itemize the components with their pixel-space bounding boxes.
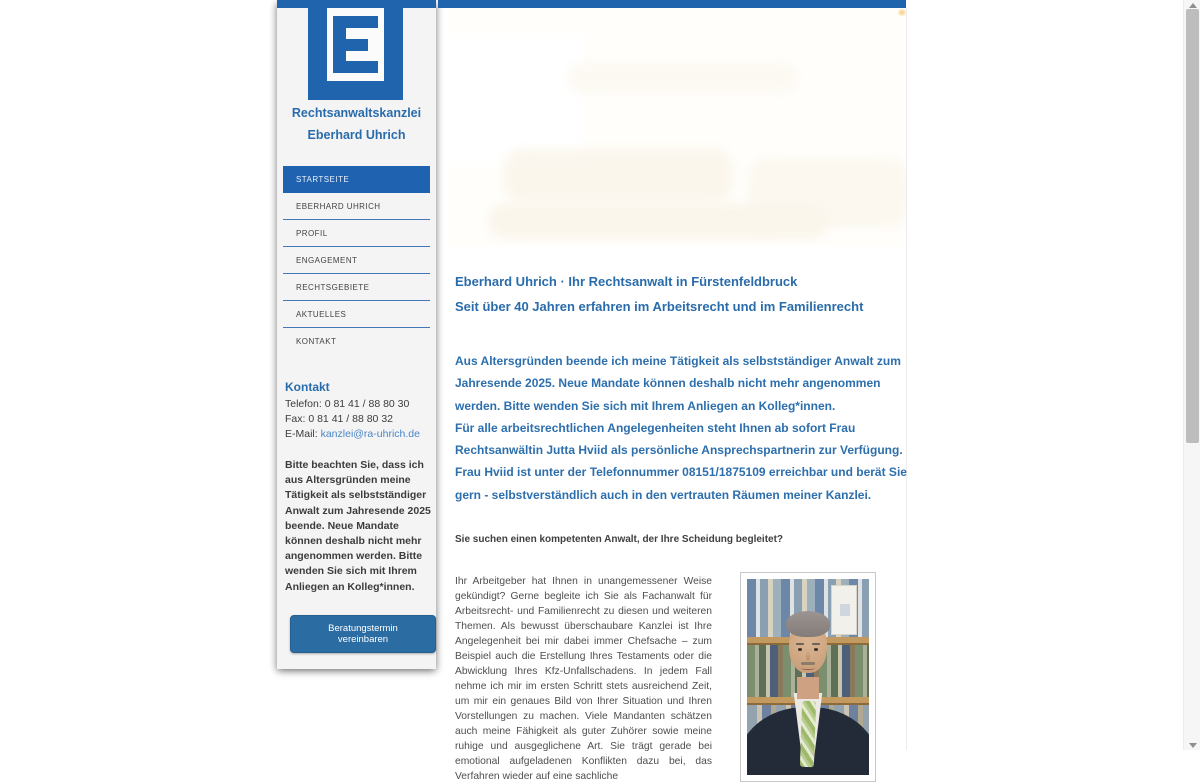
question-line: Sie suchen einen kompetenten Anwalt, der Ihre Scheidung begleitet? (455, 534, 784, 545)
lawyer-photo-image (747, 579, 869, 775)
retirement-notice: Bitte beachten Sie, dass ich aus Altersgründen meine Tätigkeit als selbstständiger Anwalt zum Jahresende 2025 beende. Neue Mandate können deshalb nicht mehr angenommen werden. Bitte wenden Sie sich mit Ihrem Anliegen an Kolleg*innen. (285, 459, 431, 593)
nav-item-aktuelles[interactable]: AKTUELLES (283, 301, 430, 328)
logo[interactable] (308, 0, 403, 100)
contact-email-line (285, 427, 431, 442)
nav-item-eberhard-uhrich[interactable]: EBERHARD UHRICH (283, 193, 430, 220)
logo-e-icon (333, 16, 378, 73)
nav-item-rechtsgebiete[interactable]: RECHTSGEBIETE (283, 274, 430, 301)
binder (831, 585, 857, 635)
lawyer-photo (740, 572, 876, 782)
contact-details (285, 397, 431, 442)
intro-paragraph-2: Für alle arbeitsrechtlichen Angelegenheiten steht Ihnen ab sofort Frau Rechtsanwältin Jutta Hviid als persönliche Ansprechspartnerin zur Verfügung. Frau Hviid ist unter der Telefonnummer 08151/1875109 erreichbar und berät Sie gern - selbstverständlich auch in den vertrauten Räumen meiner Kanzlei. (455, 420, 907, 502)
contact-fax: Fax: 0 81 41 / 88 80 32 (285, 413, 393, 425)
sidebar (277, 0, 436, 669)
brand-name (277, 102, 436, 146)
main-nav (283, 166, 430, 355)
appointment-button[interactable]: Beratungstermin vereinbaren (290, 615, 436, 653)
scrollbar (1183, 0, 1200, 750)
scrollbar-down-arrow[interactable] (1184, 740, 1200, 750)
intro-paragraphs (455, 350, 907, 506)
hair (786, 611, 830, 637)
neck (797, 677, 819, 699)
intro-paragraph-1: Aus Altersgründen beende ich meine Tätigkeit als selbstständiger Anwalt zum Jahresende 2025. Neue Mandate können deshalb nicht mehr angenommen werden. Bitte wenden Sie sich mit Ihrem Anliegen an Kolleg*innen. (455, 354, 901, 413)
page-subtitle: Seit über 40 Jahren erfahren im Arbeitsrecht und im Familienrecht (455, 299, 864, 314)
page-title: Eberhard Uhrich · Ihr Rechtsanwalt in Fürstenfeldbruck (455, 274, 798, 289)
contact-email-label: E-Mail: (285, 428, 321, 440)
hero-image (448, 8, 906, 246)
scrollbar-thumb[interactable] (1186, 9, 1199, 443)
body-paragraph: Ihr Arbeitgeber hat Ihnen in unangemessener Weise gekündigt? Gerne begleite ich Sie als Fachanwalt für Arbeitsrecht- und Familienrecht zu diesen und weiteren Themen. Als bewusst überschaubare Kanzlei ist Ihre Angelegenheit bei mir dabei immer Chefsache – zum Beispiel auch die Erstellung Ihres Testaments oder die Abwicklung Ihres Kfz-Unfallschadens. In jedem Fall nehme ich mir im ersten Schritt stets ausreichend Zeit, um mir ein genaues Bild von Ihrer Situation und Ihren Vorstellungen zu machen. Viele Mandanten schätzen auch meine Fähigkeit als guter Zuhörer sowie meine ruhige und ausgeglichene Art. Sie trägt gerade bei emotional aufgeladenen Konflikten dazu bei, das Verfahren wieder auf eine sachliche (455, 576, 712, 782)
contact-email-link[interactable]: kanzlei@ra-uhrich.de (320, 428, 420, 440)
brand-line2: Eberhard Uhrich (307, 128, 406, 142)
brand-line1: Rechtsanwaltskanzlei (291, 106, 422, 120)
contact-phone: Telefon: 0 81 41 / 88 80 30 (285, 398, 410, 410)
main-top-bar (438, 0, 906, 8)
tie (800, 701, 816, 767)
nav-item-startseite[interactable]: STARTSEITE (283, 166, 430, 193)
nav-item-engagement[interactable]: ENGAGEMENT (283, 247, 430, 274)
nav-item-profil[interactable]: PROFIL (283, 220, 430, 247)
logo-inner (327, 8, 384, 81)
nav-item-kontakt[interactable]: KONTAKT (296, 337, 337, 346)
contact-heading: Kontakt (285, 380, 330, 394)
